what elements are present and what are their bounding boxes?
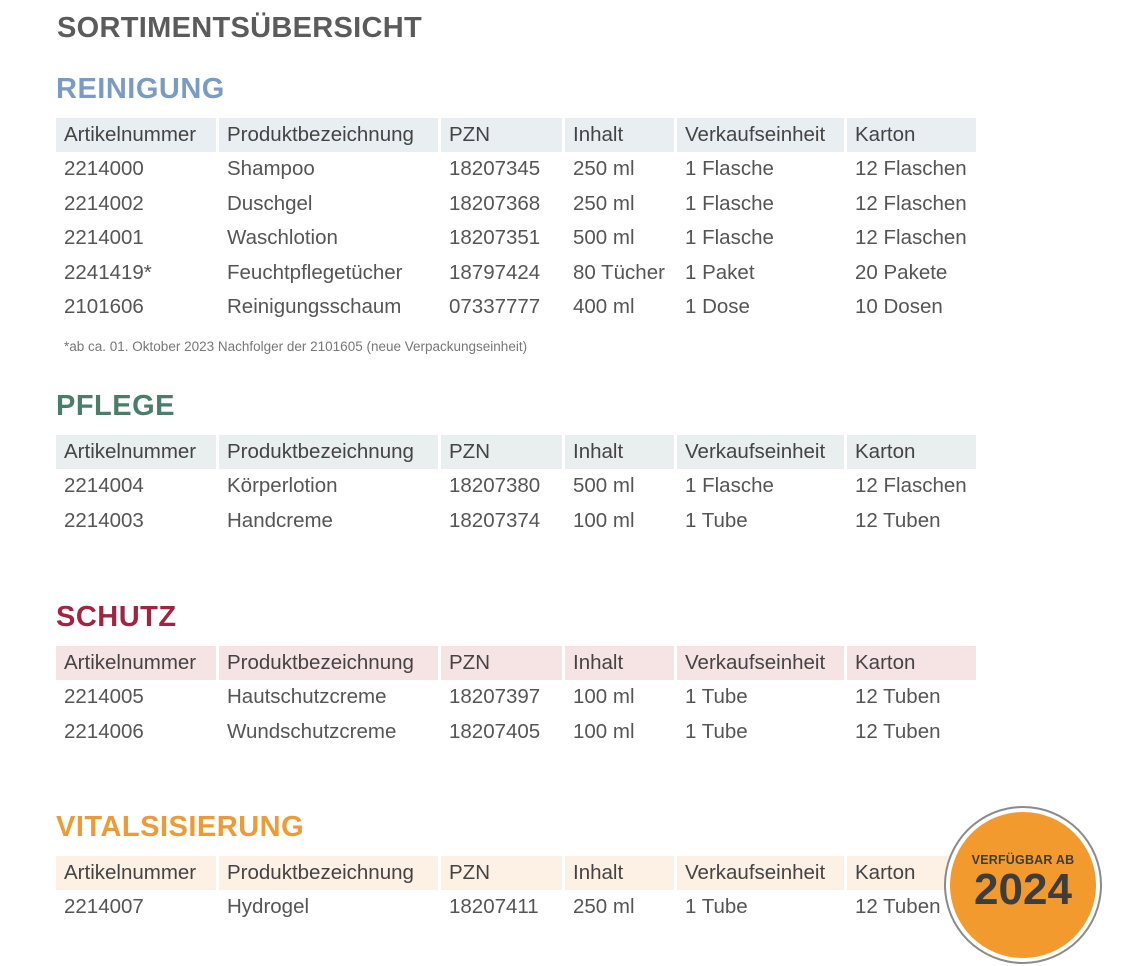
table-cell: 100 ml (562, 504, 674, 539)
table-cell: 12 Tuben (844, 504, 976, 539)
column-header: PZN (438, 435, 562, 469)
table-cell: 12 Flaschen (844, 469, 976, 504)
column-header: Produktbezeichnung (216, 435, 438, 469)
table-row (56, 890, 976, 925)
table-header-row (56, 435, 976, 469)
column-header: Verkaufseinheit (674, 856, 844, 890)
table-cell: 100 ml (562, 715, 674, 750)
table-cell: 2214003 (64, 508, 144, 532)
table-cell: 18207368 (438, 187, 562, 222)
table-cell: 18797424 (438, 256, 562, 291)
table-cell: 500 ml (562, 221, 674, 256)
column-header: Verkaufseinheit (674, 118, 844, 152)
table-cell: Feuchtpflegetücher (216, 256, 438, 291)
table-cell: Wundschutzcreme (216, 715, 438, 750)
table-cell: Hautschutzcreme (216, 680, 438, 715)
table-cell: 18207411 (438, 890, 562, 925)
column-header: PZN (438, 856, 562, 890)
table-cell: Reinigungsschaum (216, 290, 438, 325)
section-reinigung (56, 72, 976, 354)
column-header: Inhalt (562, 435, 674, 469)
table-row (56, 256, 976, 291)
table-cell: 18207351 (438, 221, 562, 256)
column-header: Artikelnummer (56, 856, 216, 890)
table-header-row (56, 646, 976, 680)
availability-badge (950, 812, 1096, 958)
column-header: PZN (438, 118, 562, 152)
table-cell: Waschlotion (216, 221, 438, 256)
section-vitalsisierung (56, 810, 976, 925)
table-row (56, 221, 976, 256)
column-header: Verkaufseinheit (674, 646, 844, 680)
table-cell: 250 ml (562, 890, 674, 925)
table-cell: 1 Flasche (674, 469, 844, 504)
table-cell: 1 Tube (674, 715, 844, 750)
badge-year: 2024 (974, 865, 1072, 914)
product-table (56, 435, 976, 538)
table-cell: 250 ml (562, 187, 674, 222)
table-cell: 80 Tücher (562, 256, 674, 291)
table-cell: Duschgel (216, 187, 438, 222)
table-cell: 12 Tuben (844, 715, 976, 750)
table-cell: 2214001 (64, 226, 144, 250)
table-cell: 1 Flasche (674, 152, 844, 187)
column-header: Artikelnummer (56, 118, 216, 152)
column-header: Artikelnummer (56, 435, 216, 469)
table-cell: 18207380 (438, 469, 562, 504)
table-cell: 2214002 (64, 191, 144, 215)
table-header-row (56, 856, 976, 890)
section-title: SCHUTZ (56, 601, 177, 633)
table-row (56, 504, 976, 539)
column-header: Inhalt (562, 118, 674, 152)
table-cell: 1 Flasche (674, 187, 844, 222)
table-cell: 2101606 (64, 295, 144, 319)
column-header: Karton (844, 118, 976, 152)
table-cell: 2214000 (64, 157, 144, 181)
table-row (56, 715, 976, 750)
product-table (56, 856, 976, 925)
section-title: REINIGUNG (56, 73, 225, 105)
column-header: Artikelnummer (56, 646, 216, 680)
table-cell: 250 ml (562, 152, 674, 187)
table-row (56, 152, 976, 187)
table-cell: 12 Flaschen (844, 152, 976, 187)
table-cell: 1 Flasche (674, 221, 844, 256)
table-header-row (56, 118, 976, 152)
table-cell: 1 Paket (674, 256, 844, 291)
table-cell: 1 Tube (674, 504, 844, 539)
table-cell: 500 ml (562, 469, 674, 504)
section-title: PFLEGE (56, 390, 176, 422)
table-cell: Hydrogel (216, 890, 438, 925)
table-row (56, 290, 976, 325)
table-cell: 18207397 (438, 680, 562, 715)
column-header: Produktbezeichnung (216, 118, 438, 152)
table-cell: 18207405 (438, 715, 562, 750)
column-header: Karton (844, 856, 976, 890)
table-cell: 10 Dosen (844, 290, 976, 325)
table-cell: 100 ml (562, 680, 674, 715)
product-table (56, 646, 976, 749)
table-cell: 12 Flaschen (844, 187, 976, 222)
table-cell: 1 Tube (674, 680, 844, 715)
table-row (56, 187, 976, 222)
column-header: Produktbezeichnung (216, 646, 438, 680)
section-title: VITALSISIERUNG (56, 811, 305, 843)
column-header: Verkaufseinheit (674, 435, 844, 469)
table-row (56, 469, 976, 504)
column-header: Karton (844, 646, 976, 680)
section-pflege (56, 389, 976, 538)
column-header: Inhalt (562, 856, 674, 890)
page-title: SORTIMENTSÜBERSICHT (57, 12, 422, 44)
table-cell: 18207374 (438, 504, 562, 539)
table-cell: 400 ml (562, 290, 674, 325)
table-cell: 07337777 (438, 290, 562, 325)
table-cell: 2241419* (64, 260, 152, 284)
product-table (56, 118, 976, 325)
table-cell: 18207345 (438, 152, 562, 187)
column-header: PZN (438, 646, 562, 680)
table-cell: Handcreme (216, 504, 438, 539)
badge-label: VERFÜGBAR AB (971, 853, 1075, 867)
table-cell: 12 Tuben (844, 890, 976, 925)
section-schutz (56, 600, 976, 749)
column-header: Karton (844, 435, 976, 469)
table-cell: 2214005 (64, 685, 144, 709)
column-header: Produktbezeichnung (216, 856, 438, 890)
table-cell: 12 Tuben (844, 680, 976, 715)
table-cell: 1 Tube (674, 890, 844, 925)
table-cell: 2214007 (64, 895, 144, 919)
table-cell: 12 Flaschen (844, 221, 976, 256)
table-cell: Shampoo (216, 152, 438, 187)
table-cell: Körperlotion (216, 469, 438, 504)
table-cell: 2214004 (64, 474, 144, 498)
table-cell: 2214006 (64, 719, 144, 743)
table-cell: 20 Pakete (844, 256, 976, 291)
table-cell: 1 Dose (674, 290, 844, 325)
table-row (56, 680, 976, 715)
column-header: Inhalt (562, 646, 674, 680)
footnote: *ab ca. 01. Oktober 2023 Nachfolger der 2101605 (neue Verpackungseinheit) (64, 338, 528, 354)
